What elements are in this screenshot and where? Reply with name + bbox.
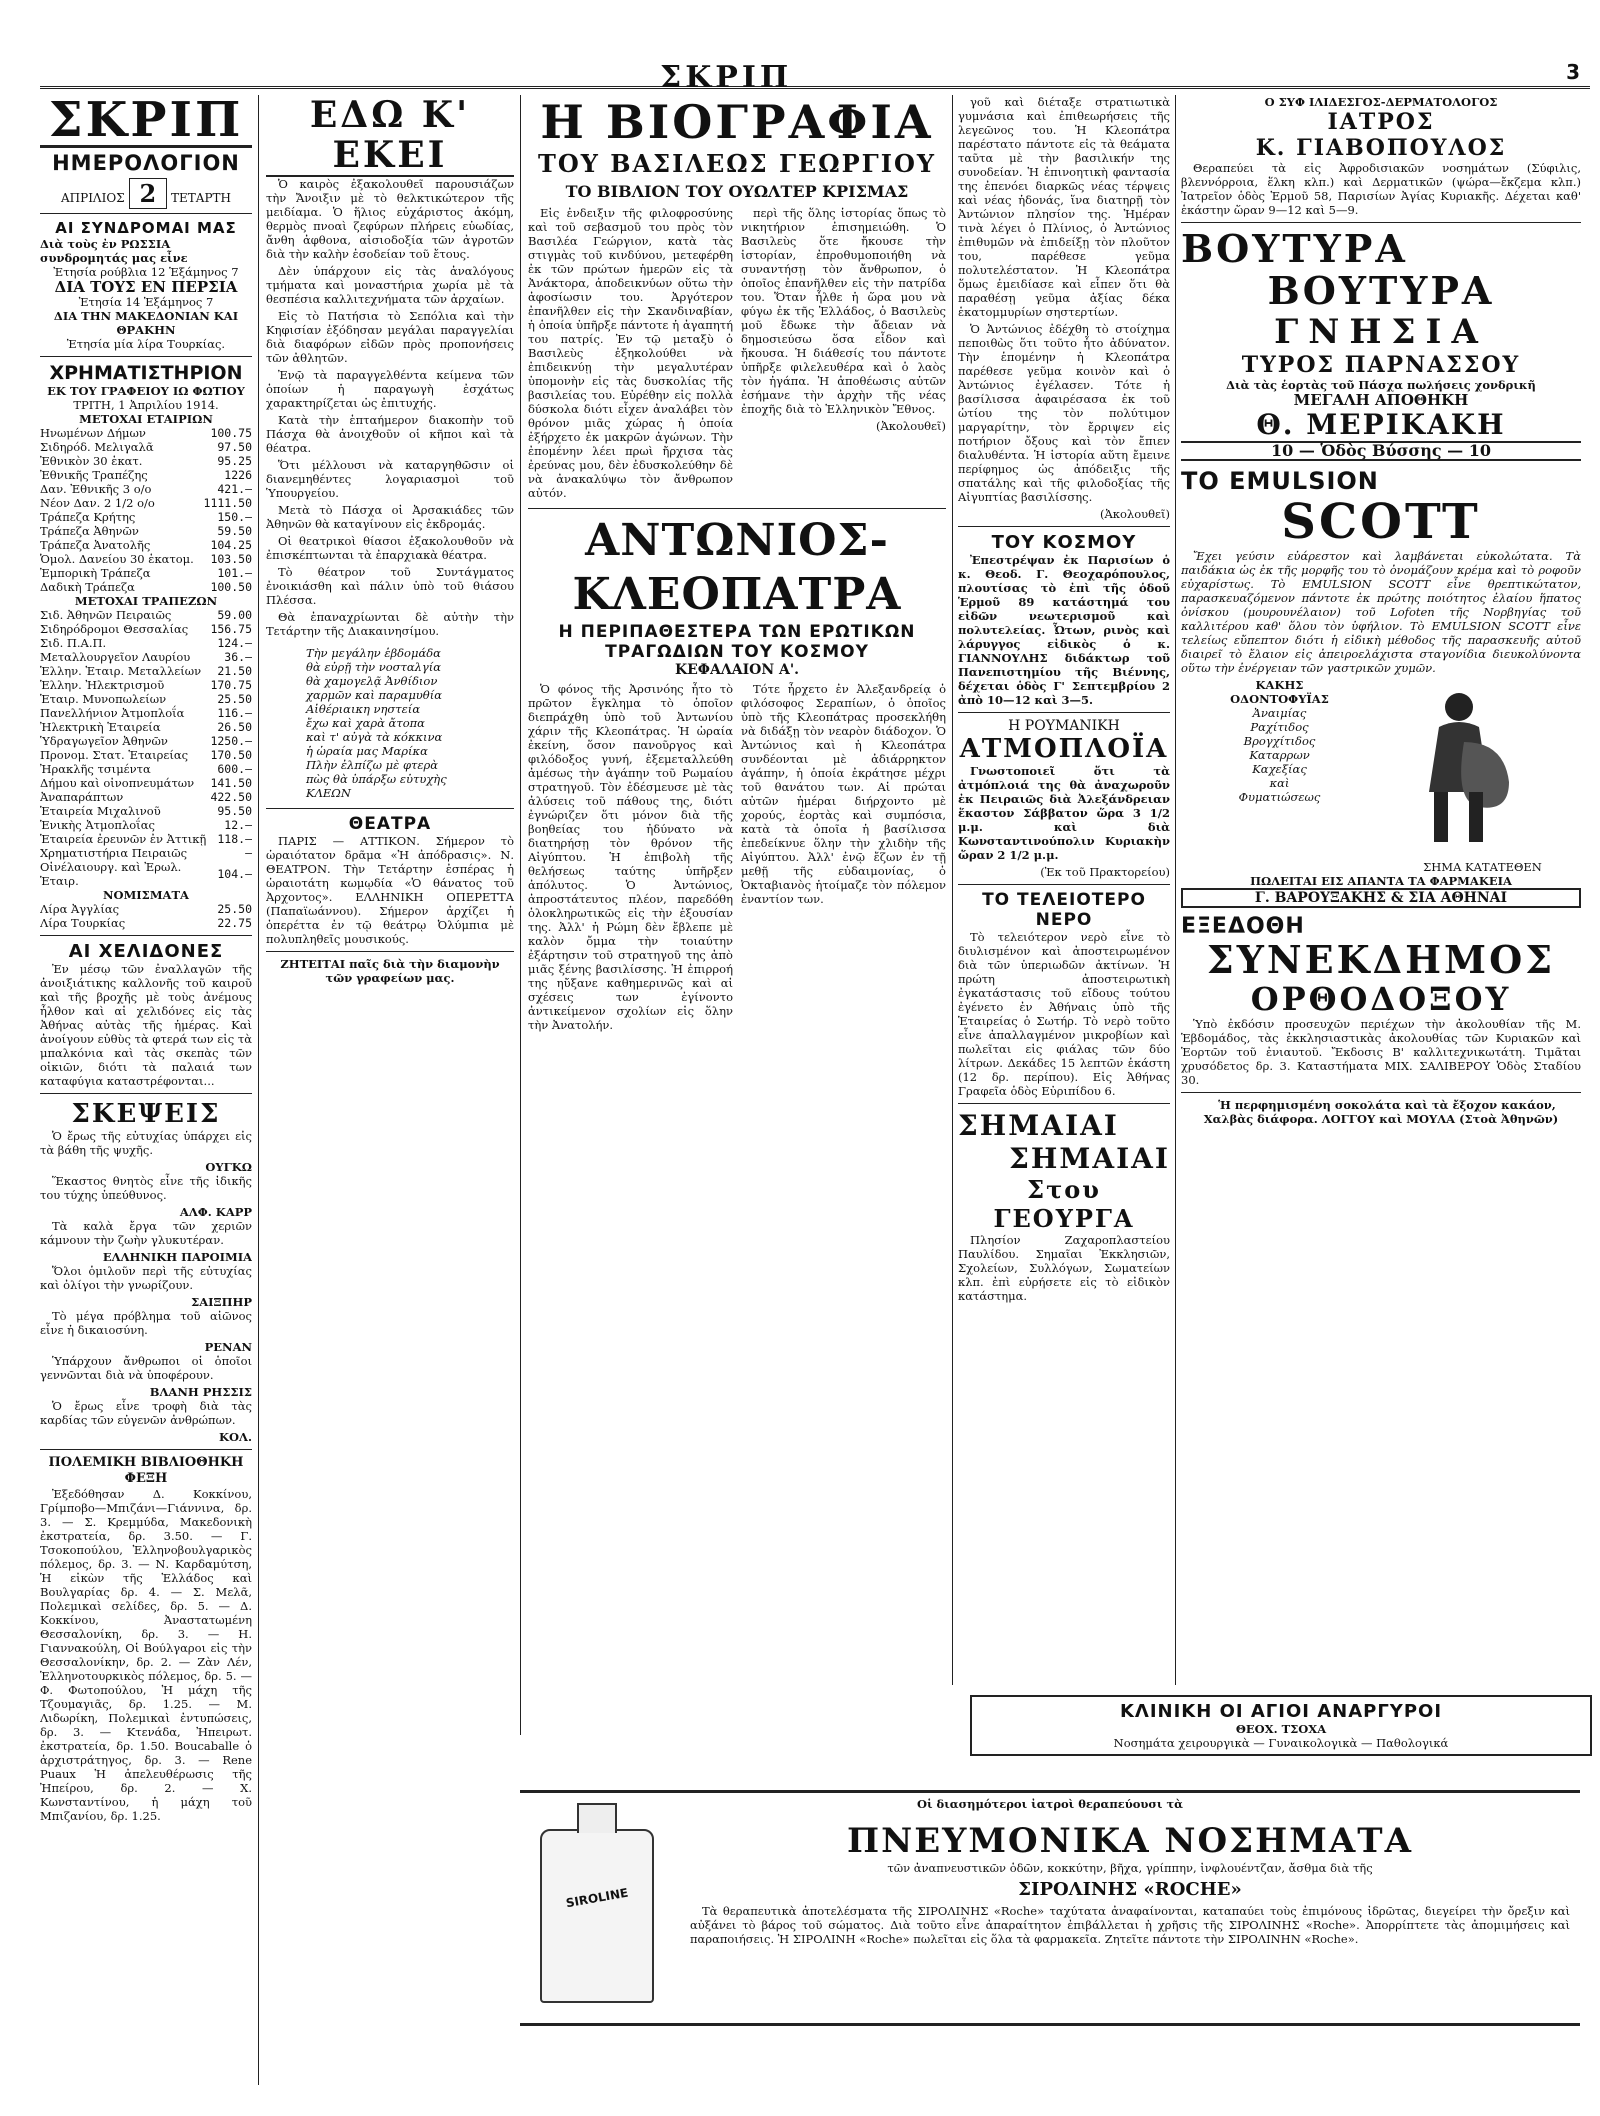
table-row — [40, 552, 252, 566]
stock-name: Τράπεζα Ἀνατολῆς — [40, 538, 151, 552]
stock-price: 170.75 — [210, 678, 252, 692]
antony-sub: Η ΠΕΡΙΠΑΘΕΣΤΕΡΑ ΤΩΝ ΕΡΩΤΙΚΩΝ — [558, 622, 916, 642]
stock-name: Τράπεζα Ἀθηνῶν — [40, 524, 139, 538]
stock-name: Σιδηρόδ. Μελιγαλᾶ — [40, 440, 154, 454]
poem-line: Τὴν μεγάλην ἑβδομάδα — [306, 646, 441, 660]
stock-name: Σιδ. Ἀθηνῶν Πειραιῶς — [40, 608, 172, 622]
subs-line: Ἐτησία 14 Ἑξάμηνος 7 — [78, 295, 214, 309]
clinic-ad — [970, 1695, 1592, 1756]
butter-sub: ΤΥΡΟΣ ΠΑΡΝΑΣΣΟΥ — [1241, 352, 1521, 378]
poem-line: ἔχω καὶ χαρὰ ἄτοπα — [306, 716, 425, 730]
stock-name: Ἐμπορικὴ Τράπεζα — [40, 566, 151, 580]
library-text: Ἐξεδόθησαν Δ. Κοκκίνου, Γρίμποβο—Μπιζάνι—Γιάννινα, δρ. 3. — Σ. Κρεμμύδα, Μακεδονικὴ ἐκστρατεία, δρ. 3.50. — Γ. Τσοκοπούλου, Ἑλληνοβουλγαρικὸς πόλεμος, δρ. 3. — Ν. Καρδαμύτση, Ἡ εἰκὼν τῆς Ἑλλάδος καὶ Βουλγαρίας δρ. 4. — Σ. Μελᾶ, Πολεμικαὶ σελίδες, δρ. 5. — Δ. Κοκκίνου, Ἀναστατωμένη Θεσσαλονίκη, δρ. 3. — Η. Γιαννακούλη, Οἱ Βούλγαροι εἰς τὴν Θεσσαλονίκην, δρ. 2. — Ζὰν Λέν, Ἑλληνοτουρκικὸς πόλεμος, δρ. 5. — Φ. Φωτοπούλου, Ἡ μάχη τῆς Τζουμαγιᾶς, δρ. 1.25. — Μ. Λιδωρίκη, Πολεμικαὶ ἐντυπώσεις, δρ. 3. — Κτενάδα, Ἠπειρωτ. ἐκστρατεία, δρ. 1.50. Boucaballe ὁ ἀρχιστράτηγος, δρ. 3. — Rene Puaux Ἡ ἀπελευθέρωσις τῆς Ἠπείρου, δρ. 2. — Χ. Κωνσταντίνου, ἡ μάχη τοῦ Μπιζανίου, δρ. 1.25. — [40, 1487, 252, 1823]
world-text: Ἐπεστρέψαν ἐκ Παρισίων ὁ κ. Θεοδ. Γ. Θεοχαρόπουλος, πλουτίσας τὸ ἐπὶ τῆς ὁδοῦ Ἑρμοῦ 89 κατάστημά του εἰδῶν νεωτερισμοῦ καὶ πολυτελείας. Ὦτων, ρινὸς καὶ λάρυγγος εἰδικὸς ὁ κ. ΓΙΑΝΝΟΥΛΗΣ διδάκτωρ τοῦ Πανεπιστημίου τῆς Βιέννης, δέχεται ὁδὸς Γ' Σεπτεμβρίου 2 ἀπὸ 10—12 καὶ 3—5. — [958, 553, 1170, 707]
table-row — [40, 510, 252, 524]
thought-text: Ὑπάρχουν ἄνθρωποι οἱ ὁποῖοι γεννῶνται διὰ νὰ ὑποφέρουν. — [40, 1354, 252, 1382]
romanian-agent: (Ἐκ τοῦ Πρακτορείου) — [1040, 865, 1170, 879]
romanian-title: ΑΤΜΟΠΛΟΪΑ — [959, 734, 1169, 764]
table-row — [40, 650, 252, 664]
stock-price: 12.— — [224, 818, 252, 832]
exchange-table — [40, 426, 252, 594]
subs-line: ΔΙΑ ΤΟΥΣ ΕΝ ΠΕΡΣΙΑ — [54, 278, 238, 296]
butter-store: ΜΕΓΑΛΗ ΑΠΟΘΗΚΗ — [1293, 391, 1469, 409]
table-row — [40, 426, 252, 440]
emulsion-brand: SCOTT — [1281, 494, 1481, 550]
stock-price: 421.— — [217, 482, 252, 496]
stock-price: 97.50 — [217, 440, 252, 454]
exchange-table — [40, 608, 252, 888]
stock-name: Χρηματιστήρια Πειραιῶς — [40, 846, 188, 860]
library-heading: ΠΟΛΕΜΙΚΗ ΒΙΒΛΙΟΘΗΚΗ ΦΕΞΗ — [48, 1455, 244, 1486]
stock-price: 104.25 — [210, 538, 252, 552]
thought-author: ΑΛΦ. ΚΑΡΡ — [179, 1205, 252, 1219]
siroline-sub: τῶν ἀναπνευστικῶν ὁδῶν, κοκκύτην, βῆχα, γρίππην, ἰνφλουέντζαν, ἄσθμα διὰ τῆς — [887, 1861, 1373, 1875]
exchange-section: ΝΟΜΙΣΜΑΤΑ — [103, 888, 189, 902]
emulsion-mark: ΣΗΜΑ ΚΑΤΑΤΕΘΕΝ — [1423, 860, 1542, 874]
stock-name: Ἐθνικὸν 30 ἑκατ. — [40, 454, 143, 468]
emulsion-heading: ΤΟ EMULSION — [1181, 467, 1379, 495]
poem-line: Πλὴν ἐλπίζω μὲ φτερὰ — [306, 758, 439, 772]
swallows-text: Ἐν μέσῳ τῶν ἐναλλαγῶν τῆς ἀνοιξιάτικης καλλονῆς τοῦ καιροῦ καὶ τῆς βροχῆς μὲ τοὺς ἀνέμους ἦλθον καὶ αἱ χελιδόνες εἰς τὰς Ἀθήνας αὐτὰς τῆς ἡμέρας. Καὶ ἀνοίγουν εὐθὺς τὰ φτερά των εἰς τὰ μπαλκόνια καὶ τὰς σκεπὰς τῶν οἰκιῶν, διότι τὰ παλαιά των καταφύγια καταστρέφονται... — [40, 962, 252, 1088]
water-heading: ΤΟ ΤΕΛΕΙΟΤΕΡΟ ΝΕΡΟ — [982, 890, 1146, 930]
flags-text: Πλησίον Ζαχαροπλαστείου Παυλίδου. Σημαῖαι Ἐκκλησιῶν, Σχολείων, Συλλόγων, Σωματείων κλπ. ἐπὶ εὐρήσετε εἰς τὸ εἰδικὸν κατάστημα. — [958, 1233, 1170, 1303]
bottle-label: SIROLINE — [564, 1885, 630, 1911]
doctor-name: Κ. ΓΙΑΒΟΠΟΥΛΟΣ — [1255, 135, 1507, 161]
thought-author: ΚΟΛ. — [219, 1430, 252, 1444]
masthead: ΣΚΡΙΠ — [40, 95, 252, 148]
date-line — [40, 179, 252, 208]
stock-price: 170.50 — [210, 748, 252, 762]
biography-body — [528, 206, 946, 503]
news-item: Μετὰ τὸ Πάσχα οἱ Ἀρσακιάδες τῶν Ἀθηνῶν θὰ καταγίνουν εἰς ἐκδρομάς. — [266, 503, 514, 531]
stock-name: Σιδηρόδρομοι Θεσσαλίας — [40, 622, 189, 636]
emulsion-text: Ἔχει γεύσιν εὐάρεστον καὶ λαμβάνεται εὐκολώτατα. Τὰ παιδάκια ὡς ἐκ τῆς μορφῆς του τὸ ὀνομάζουν κρέμα καὶ τὸ ροφοῦν εὐχαρίστως. Τὸ EMULSION SCOTT εἶνε θρεπτικώτατον, παρασκευαζόμενον πάντοτε ἐκ πρώτης ποιότητος ἐλαίου ἥπατος ὀνίσκου (μουρουνέλαιον) τοῦ Lofoten τῆς Νορβηγίας τοῦ καλλιτέρου καθ' ὅλου τὸν ὑφήλιον. Τὸ EMULSION SCOTT εἶνε τελείως εὔπεπτον διότι ἡ εἰδικὴ μέθοδος τῆς παρασκευῆς αὐτοῦ διαιρεῖ τὸ ἔλαιον εἰς ἀπειροελάχιστα σταγονίδια διευκολύνοντα οὕτω τὴν ἐνέργειαν τῶν γαστρικῶν χυμῶν. — [1181, 549, 1581, 675]
biography-subsubheading: ΤΟ ΒΙΒΛΙΟΝ ΤΟΥ ΟΥΩΛΤΕΡ ΚΡΙΣΜΑΣ — [565, 182, 909, 201]
thought-text: Ὁ ἔρως εἶνε τροφὴ διὰ τὰς καρδίας τῶν εὐγενῶν ἀνθρώπων. — [40, 1399, 252, 1427]
exchange-heading: ΧΡΗΜΑΤΙΣΤΗΡΙΟΝ — [49, 362, 243, 384]
stock-price: 59.50 — [217, 524, 252, 538]
news-item: Ὁ καιρὸς ἐξακολουθεῖ παρουσιάζων τὴν Ἄνοιξιν μὲ τὸ θελκτικώτερον τῆς μειδίαμα. Ὁ ἥλιος εὐχάριστος ἀκόμη, θερμὸς πνοαὶ ζεφύρων πλήρεις εὐωδίας, ἄνθη ἀφθονα, αἰσιοδοξία τῶν ἀγροτῶν διὰ τὴν καλὴν ἐσοδείαν τοῦ ἔτους. — [266, 177, 514, 261]
siroline-bottle — [540, 1823, 654, 2009]
thoughts-heading: ΣΚΕΨΕΙΣ — [71, 1099, 221, 1129]
emulsion-list-item: Βρογχίτιδος — [1243, 734, 1316, 748]
emulsion-list-block — [1181, 678, 1581, 874]
news-items — [266, 177, 514, 638]
antony-chapter: ΚΕΦΑΛΑΙΟΝ Α'. — [674, 662, 800, 678]
stock-price: 124.— — [217, 636, 252, 650]
table-row — [40, 902, 252, 916]
poem-line: πὼς θὰ ὑπάρξω εὐτυχὴς — [306, 772, 447, 786]
stock-price: 21.50 — [217, 664, 252, 678]
stock-name: Ἀναπαράπτων — [40, 790, 124, 804]
table-row — [40, 916, 252, 930]
table-row — [40, 538, 252, 552]
stock-name: Ἑλλην. Ἠλεκτρισμοῦ — [40, 678, 165, 692]
stock-price: 422.50 — [210, 790, 252, 804]
synekdimos-text: Ὑπὸ ἐκδόσιν προσευχῶν περιέχων τὴν ἀκολουθίαν τῆς Μ. Ἑβδομάδος, τὰς ἐκκλησιαστικὰς ἀκολουθίας τῶν Κυριακῶν καὶ Ἑορτῶν τοῦ ἐνιαυτοῦ. Ἔκδοσις Β' καλλιτεχνικωτάτη. Τιμᾶται χρυσόδετος δρ. 3. Καταστήματα ΜΙΧ. ΣΑΛΙΒΕΡΟΥ Ὁδὸς Σταδίου 30. — [1181, 1017, 1581, 1087]
exchange-subtitle: ΕΚ ΤΟΥ ΓΡΑΦΕΙΟΥ ΙΩ ΦΩΤΙΟΥ — [47, 384, 245, 398]
water-text: Τὸ τελειότερον νερὸ εἶνε τὸ διυλισμένον καὶ ἀποστειρωμένον διὰ τῶν ὑπεριωδῶν ἀκτίνων. Ἡ πρώτη ἀποστειρωτικὴ ἐγκατάστασις τοῦ εἴδους τούτου ἐγένετο ἐν Ἀθήναις ὑπὸ τῆς Ἑταιρείας ὁ Σωτήρ. Τὸ νερὸ τοῦτο εἶνε ἀπαλλαγμένον μικροβίων καὶ πωλεῖται εἰς φιάλας τῶν δύο λίτρων. Δεκάδες 15 λεπτῶν ἑκάστη (12 δρ. περίπου). Εἰς Ἀθήνας Γραφεῖα ὁδὸς Εὐριπίδου 6. — [958, 930, 1170, 1098]
stock-name: Ἐθνικῆς Τραπέζης — [40, 468, 148, 482]
news-item: Ὅτι μέλλουσι νὰ καταργηθῶσιν οἱ διανεμηθέντες λογαριασμοὶ τοῦ Ὑπουργείου. — [266, 458, 514, 500]
thought-author: ΡΕΝΑΝ — [204, 1340, 252, 1354]
poem-line: χαρμῶν καὶ παραμυθία — [306, 688, 442, 702]
thought-author: ΒΛΑΝΗ ΡΗΣΣΙΣ — [149, 1385, 252, 1399]
butter-address: 10 — Ὁδὸς Βύσσης — 10 — [1181, 441, 1581, 461]
biography-subheading: ΤΟΥ ΒΑΣΙΛΕΩΣ ΓΕΩΡΓΙΟΥ — [537, 149, 936, 178]
stock-name: Ἑταιρεία ἐρευνῶν ἐν Ἀττικῇ — [40, 832, 207, 846]
table-row — [40, 440, 252, 454]
stock-price: 141.50 — [210, 776, 252, 790]
stock-price: 25.50 — [217, 692, 252, 706]
continued-note: (Ἀκολουθεῖ) — [1100, 507, 1170, 521]
stock-name: Δαδικὴ Τράπεζα — [40, 580, 135, 594]
stock-price: 104.— — [217, 867, 252, 881]
table-row — [40, 454, 252, 468]
column-rule — [952, 95, 953, 1685]
antony-text-right: Τότε ἦρχετο ἐν Ἀλεξανδρείᾳ ὁ φιλόσοφος Σεραπίων, ὁ ὁποῖος ὑπὸ τῆς Κλεοπάτρας προσεκλήθη νὰ διδάξῃ τὸν νεαρὸν διάδοχον. Ὁ Ἀντώνιος καὶ ἡ Κλεοπάτρα συνδέονται μὲ ἀδιάρρηκτον ἀγάπην, ἡ ὁποία ἐκράτησε μέχρι τοῦ θανάτου των. Αἱ πρώται αὐτῶν ἡμέραι διήρχοντο μὲ χορούς, ἑορτὰς καὶ συμπόσια, κατὰ τὰ ὁποῖα ἡ βασίλισσα ἐπεδείκνυε ὅλην τὴν χλιδὴν τῆς Αἰγύπτου. Ἀλλ' ἐνῷ ἔζων ἐν τῇ μεθῇ τῆς εὐδαιμονίας, ὁ Ὀκταβιανὸς ἡτοίμαζε τὸν πόλεμον ἐναντίον των. — [741, 682, 946, 906]
stock-name: Ηνωμένων Δήμων — [40, 426, 146, 440]
antony-text-left: Ὁ φόνος τῆς Ἀρσινόης ἦτο τὸ πρῶτον ἔγκλημα τὸ ὁποῖον διεπράχθη ὑπὸ τοῦ Ἀντωνίου χάριν τῆς Κλεοπάτρας. Ἡ ὡραία ἐκείνη, ὅσον πανοῦργος καὶ φιλόδοξος γυνή, ἐξεμεταλλεύθη ἀμέσως τὴν ἀγάπην τοῦ Ρωμαίου στρατηγοῦ. Τὸν ἐδέσμευσε μὲ τὰς ἀλύσεις τοῦ πάθους της, διότι ἐγνώριζεν ὅτι μόνον διὰ τῆς βοηθείας του ἠδύνατο νὰ διατηρήσῃ τὸν θρόνον τῆς Αἰγύπτου. Ἡ ἐπιβολὴ τῆς θελήσεως ταύτης ὑπῆρξεν ἀπόλυτος. Ὁ Ἀντώνιος, ἀπροστάτευτος πλέον, παρεδόθη ὁλοκληρωτικῶς εἰς τὴν ἐξουσίαν της. Ἀλλ' ἡ Ρώμη δὲν ἔβλεπε μὲ καλὸν ὄμμα τὴν τοιαύτην ἐξάρτησιν τοῦ στρατηγοῦ της ἀπὸ μιᾶς ξένης βασιλίσσης. Ἡ ἐπιρροή της ηὔξανε καθημερινῶς καὶ αἱ σχέσεις των ἐγίνοντο ἀντικείμενον σχολίων εἰς ὅλην τὴν Ἀνατολήν. — [528, 682, 733, 1032]
clinic-title: ΚΛΙΝΙΚΗ ΟΙ ΑΓΙΟΙ ΑΝΑΡΓΥΡΟΙ — [1119, 1701, 1443, 1722]
theatre-heading: ΘΕΑΤΡΑ — [348, 814, 432, 834]
stock-name: Ἑλλην. Ἑταιρ. Μεταλλείων — [40, 664, 202, 678]
stock-price: 103.50 — [210, 552, 252, 566]
table-row — [40, 622, 252, 636]
stock-price: — — [245, 846, 252, 860]
emulsion-agent: Γ. ΒΑΡΟΥΞΑΚΗΣ & ΣΙΑ ΑΘΗΝΑΙ — [1181, 888, 1581, 908]
emulsion-list-item: καὶ — [1269, 776, 1290, 790]
column-1 — [40, 95, 252, 2095]
table-row — [40, 832, 252, 846]
antony-heading: ΑΝΤΩΝΙΟΣ-ΚΛΕΟΠΑΤΡΑ — [572, 515, 902, 620]
news-item: Δὲν ὑπάρχουν εἰς τὰς ἀναλόγους τμήματα καὶ μοναστήρια χωρία μὲ τὰ θεσπέσια καλλιτεχνήματα τῶν ἀρχαίων. — [266, 264, 514, 306]
emulsion-list — [1181, 678, 1378, 874]
stock-price: 156.75 — [210, 622, 252, 636]
stock-name: Ὁμολ. Δανείου 30 ἑκατομ. — [40, 552, 194, 566]
stock-name: Ἠλεκτρικὴ Ἑταιρεία — [40, 720, 161, 734]
poem — [266, 646, 514, 800]
stock-price: 600.— — [217, 762, 252, 776]
siroline-content — [690, 1821, 1570, 1949]
chocolate-text: Ἡ περφημισμένη σοκολάτα καὶ τὰ ἔξοχον κακάον, Χαλβὰς διάφορα. ΛΟΓΓΟΥ καὶ ΜΟΥΛΑ (Στοὰ Ἀθηνῶν) — [1203, 1098, 1559, 1126]
table-row — [40, 818, 252, 832]
doctor-line: Ο ΣΥΦ ΙΛΙΔΕΣΓΟΣ-ΔΕΡΜΑΤΟΛΟΓΟΣ — [1264, 95, 1498, 109]
stock-name: Νέον Δαν. 2 1/2 ο/ο — [40, 496, 155, 510]
stock-price: 116.— — [217, 706, 252, 720]
synekdimos-title: ΣΥΝΕΚΔΗΜΟΣ — [1206, 937, 1556, 982]
stock-name: Ἑταιρεία Μιχαλινοῦ — [40, 804, 161, 818]
news-item: Εἰς τὸ Πατήσια τὸ Σεπόλια καὶ τὴν Κηφισίαν ἐξόδησαν μεγάλαι παραγγελίαι διὰ διαφόρων εἰδῶν πρὸς προπονήσεις τῶν ἀθλητῶν. — [266, 309, 514, 365]
table-row — [40, 846, 252, 860]
table-row — [40, 706, 252, 720]
biography-text-left: Εἰς ἐνδειξιν τῆς φιλοφροσύνης καὶ τοῦ σεβασμοῦ του πρὸς τὸν Βασιλέα Γεώργιον, κατὰ τὰς στιγμὰς τοῦ κινδύνου, μετεφέρθη ἐκ τῶν πρώτων ἡμερῶν εἰς τὰ Ἀνάκτορα, ἀποδεικνύων οὕτω τὴν ἀφοσίωσιν του. Ἀργότερον ἐπανῆλθεν εἰς τὴν Σκανδιναβίαν, ἡ ὁποία ὑπῆρξε πάντοτε ἡ ἀγαπητή του πατρίς. Ἐν τῷ μεταξὺ ὁ Βασιλεὺς ἐξηκολούθει νὰ ἐπιδεικνύῃ τὴν μεγαλυτέραν ὑπομονὴν εἰς τὰς δυσκολίας τῆς βασιλείας του. Εὐρέθην εἰς πολλὰ δύσκολα διότι εἶχεν ἀναλάβει τὸν θρόνον μιᾶς χώρας ἡ ὁποία ἐξήρχετο ἐκ μακρῶν ἀγώνων. Τὴν ἐπομένην λέει πρωὶ ἤρχισα τὰς ἐρεύνας μου, δὲν ἐδυσκολεύθην δὲ νὰ ἀνακαλύψω τὸν ἄνθρωπον αὐτόν. — [528, 206, 733, 500]
emulsion-list-item: Ραχίτιδος — [1250, 720, 1309, 734]
column-heading: ΕΔΩ Κ' ΕΚΕΙ — [266, 95, 514, 177]
subscriptions-heading: ΑΙ ΣΥΝΔΡΟΜΑΙ ΜΑΣ — [55, 219, 237, 237]
siroline-ad — [520, 1790, 1580, 2026]
stock-name: Προνομ. Στατ. Ἑταιρείας — [40, 748, 189, 762]
column-5 — [1181, 95, 1581, 1685]
table-row — [40, 608, 252, 622]
emulsion-sold: ΠΩΛΕΙΤΑΙ ΕΙΣ ΑΠΑΝΤΑ ΤΑ ΦΑΡΜΑΚΕΙΑ — [1250, 874, 1512, 888]
flags-title: ΣΗΜΑΙΑΙ — [1009, 1142, 1170, 1175]
news-item: Θὰ ἐπαναχρίωνται δὲ αὐτὴν τὴν Τετάρτην τῆς Διακαινησίμου. — [266, 610, 514, 638]
published-heading: ΕΞΕΔΟΘΗ — [1181, 914, 1305, 939]
page-number: 3 — [1566, 60, 1580, 84]
thought-author: ΣΑΙΞΠΗΡ — [191, 1295, 252, 1309]
stock-name: Λίρα Ἀγγλίας — [40, 902, 120, 916]
emulsion-list-item: Καχεξίας — [1252, 762, 1307, 776]
subs-line: Ἐτησία ρούβλια 12 Ἑξάμηνος 7 — [53, 265, 239, 279]
table-row — [40, 762, 252, 776]
table-row — [40, 804, 252, 818]
flags-title: ΣΗΜΑΙΑΙ — [958, 1109, 1119, 1142]
romanian-heading: Η ΡΟΥΜΑΝΙΚΗ — [1008, 718, 1120, 734]
continued-note: (Ἀκολουθεῖ) — [876, 419, 946, 433]
biography-text-right: περὶ τῆς ὅλης ἱστορίας ὅπως τὸ νικητήριον ἐπισημειώθη. Ὁ Βασιλεὺς ὅτε ἤκουσε τὴν ἱστορίαν, ἐπροθυμοποιήθη νὰ συναντήσῃ τὸν ἄνθρωπον, ὁ ὁποῖος ἐπανῆλθεν εἰς τὴν πατρίδα του. Ὅταν ἦλθε ἡ ὥρα μου νὰ φύγω ἐκ τῆς Ἑλλάδος, ὁ Βασιλεὺς μοῦ ἔδωκε τὴν ἄδειαν νὰ δημοσιεύσω ὅσα εἶδον καὶ ἤκουσα. Ἡ διάθεσίς του πάντοτε ὑπῆρξε φιλελευθέρα καὶ ὁ λαὸς τὸν ἠγάπα. Ἡ ἀποθέωσις αὐτῶν ἐσήμανε τὴν ἀρχὴν τῆς νέας ἐποχῆς διὰ τὸ Ἑλληνικὸν Ἔθνος. — [741, 206, 946, 416]
weekday: ΤΕΤΑΡΤΗ — [171, 191, 232, 205]
thought-author: ΟΥΓΚΩ — [205, 1160, 252, 1174]
wanted-notice: ΖΗΤΕΙΤΑΙ παῖς διὰ τὴν διαμονὴν τῶν γραφείων μας. — [280, 957, 500, 985]
stock-price: 100.50 — [210, 580, 252, 594]
table-row — [40, 468, 252, 482]
thought-text: Τὰ καλὰ ἔργα τῶν χεριῶν κάμνουν τὴν ζωὴν γλυκυτέραν. — [40, 1219, 252, 1247]
table-row — [40, 692, 252, 706]
thought-text: Ἕκαστος θνητὸς εἶνε τῆς ἰδικῆς του τύχης ὑπεύθυνος. — [40, 1174, 252, 1202]
table-row — [40, 566, 252, 580]
stock-price: 1111.50 — [203, 496, 252, 510]
almanac-title: ΗΜΕΡΟΛΟΓΙΟΝ — [52, 151, 240, 175]
orthodoxou-title: ΟΡΘΟΔΟΞΟΥ — [1250, 980, 1512, 1018]
table-row — [40, 720, 252, 734]
emulsion-list-item: Φυματιώσεως — [1238, 790, 1321, 804]
flags-title: Στου ΓΕΟΥΡΓΑ — [993, 1175, 1135, 1233]
column-rule — [520, 95, 521, 1735]
table-row — [40, 860, 252, 888]
table-row — [40, 734, 252, 748]
news-item: Τὸ θέατρον τοῦ Συντάγματος ἐνοικιάσθη καὶ πάλιν ὑπὸ τοῦ θιάσου Πλέσσα. — [266, 565, 514, 607]
stock-price: 1250.— — [210, 734, 252, 748]
column-rule — [1175, 95, 1176, 1685]
stock-name: Τράπεζα Κρήτης — [40, 510, 136, 524]
stock-name: Λίρα Τουρκίας — [40, 916, 126, 930]
clinic-text: Νοσημάτα χειρουργικὰ — Γυναικολογικὰ — Παθολογικά — [1113, 1736, 1449, 1750]
biography-heading: Η ΒΙΟΓΡΑΦΙΑ — [540, 95, 934, 149]
bottle-image — [540, 1829, 654, 2003]
poem-line: ἡ ὡραία μας Μαρίκα — [306, 744, 428, 758]
stock-price: 95.50 — [217, 804, 252, 818]
month: ΑΠΡΙΛΙΟΣ — [60, 191, 125, 205]
news-item: Οἱ θεατρικοὶ θίασοι ἐξακολουθοῦν νὰ ἐπισκέπτωνται τὰ ἐπαρχιακὰ θέατρα. — [266, 534, 514, 562]
table-row — [40, 496, 252, 510]
siroline-product: ΣΙΡΟΛΙΝΗΣ «ROCHE» — [1018, 1879, 1242, 1900]
stock-price: 100.75 — [210, 426, 252, 440]
column-3 — [528, 95, 946, 1735]
stock-name: Μεταλλουργεῖον Λαυρίου — [40, 650, 191, 664]
thought-text: Τὸ μέγα πρόβλημα τοῦ αἰῶνος εἶνε ἡ δικαιοσύνη. — [40, 1309, 252, 1337]
poem-line: θὰ χαμογελᾷ Ἀνθίδιον — [306, 674, 438, 688]
table-row — [40, 776, 252, 790]
stock-name: Ἑταιρ. Μυνοπωλείων — [40, 692, 167, 706]
table-row — [40, 580, 252, 594]
emulsion-list-item: Ἀναιμίας — [1252, 706, 1307, 720]
table-row — [40, 524, 252, 538]
stock-name: Οἰνέλαιουργ. καὶ Ἐρωλ. Ἑταιρ. — [40, 860, 182, 888]
poem-line: ΚΛΕΩΝ — [306, 786, 351, 800]
table-row — [40, 636, 252, 650]
antony-body — [528, 682, 946, 1035]
table-row — [40, 790, 252, 804]
news-item: Ἐνῷ τὰ παραγγελθέντα κείμενα τῶν ὁποίων ἡ παραγωγὴ ἐσχάτως χαρακτηρίζεται ὡς ἐπιτυχής. — [266, 368, 514, 410]
header-title: ΣΚΡΙΠ — [660, 60, 793, 95]
stock-price: 26.50 — [217, 720, 252, 734]
page-header — [40, 60, 1590, 95]
exchange-table — [40, 902, 252, 930]
antony-sub: ΤΡΑΓΩΔΙΩΝ ΤΟΥ ΚΟΣΜΟΥ — [605, 642, 869, 662]
poem-line: καὶ τ' αὐγὰ τὰ κόκκινα — [306, 730, 443, 744]
butter-title: ΒΟΥΤΥΡΑ — [1181, 226, 1408, 271]
butter-text: Διὰ τὰς ἑορτὰς τοῦ Πάσχα πωλήσεις χονδρικῆ — [1226, 378, 1536, 392]
doctor-title: ΙΑΤΡΟΣ — [1327, 109, 1435, 135]
theatre-text: ΠΑΡΙΣ — ΑΤΤΙΚΟΝ. Σήμερον τὸ ὡραιότατον δρᾶμα «Ἡ ἀπόδρασις». Ν. ΘΕΑΤΡΟΝ. Τὴν Τετάρτην ἐσπέρας ἡ ὡραιοτάτη κωμῳδία «Ὁ θάνατος τοῦ Ἀρχοντος». ΕΛΛΗΝΙΚΗ ΟΠΕΡΕΤΤΑ (Παπαϊωάννου). Σήμερον ἀρχίζει ἡ ὀπερέττα ἐν τῷ θεάτρῳ Ὀλύμπια μὲ πολυπληθεῖς μουσικούς. — [266, 834, 514, 946]
thought-text: Ὅλοι ὁμιλοῦν περὶ τῆς εὐτυχίας καὶ ὀλίγοι τὴν γνωρίζουν. — [40, 1264, 252, 1292]
column-2 — [266, 95, 514, 2095]
stock-price: 22.75 — [217, 916, 252, 930]
table-row — [40, 748, 252, 762]
exchange-section: ΜΕΤΟΧΑΙ ΕΤΑΙΡΙΩΝ — [79, 412, 213, 426]
doctor-text: Θεραπεύει τὰ εἰς Ἀφροδισιακῶν νοσημάτων (Σύφιλις, βλεννόρροια, ἕλκη κλπ.) καὶ Δερματικῶν (ψώρα—ἔκζεμα κλπ.) Ἰατρεῖον ὁδὸς Ἑρμοῦ 58, Παρισίων Ἀγίας Κυριακῆς. Δέχεται καθ' ἑκάστην ὥραν 9—12 καὶ 5—9. — [1181, 161, 1581, 217]
stock-price: 25.50 — [217, 902, 252, 916]
stock-price: 1226 — [224, 468, 252, 482]
stock-price: 150.— — [217, 510, 252, 524]
stock-price: 95.25 — [217, 454, 252, 468]
column-4 — [958, 95, 1170, 1685]
thought-text: Ὁ ἔρως τῆς εὐτυχίας ὑπάρχει εἰς τὰ βάθη τῆς ψυχῆς. — [40, 1129, 252, 1157]
stock-price: 36.— — [224, 650, 252, 664]
exchange-section: ΜΕΤΟΧΑΙ ΤΡΑΠΕΖΩΝ — [74, 594, 218, 608]
siroline-text: Τὰ θεραπευτικὰ ἀποτελέσματα τῆς ΣΙΡΟΛΙΝΗΣ «Roche» ταχύτατα ἀναφαίνονται, καταπαύει τοὺς ἐπιμόνους ἱδρῶτας, διεγείρει τὴν ὄρεξιν καὶ αὐξάνει τὸ βάρος τοῦ σώματος. Διὰ τοῦτο εἶνε ἀπαραίτητον ἐπιβάλλεται ἡ χρῆσις τῆς ΣΙΡΟΛΙΝΗΣ «Roche». Ἀπορρίπτετε τὰς ἀπομιμήσεις καὶ παραποιήσεις. Ἡ ΣΙΡΟΛΙΝΗ «Roche» πωλεῖται εἰς ὅλα τὰ φαρμακεῖα. Ζητεῖτε πάντοτε τὴν ΣΙΡΟΛΙΝΗΝ «Roche». — [690, 1904, 1570, 1946]
world-heading: ΤΟΥ ΚΟΣΜΟΥ — [991, 532, 1137, 553]
subs-line: Διὰ τοὺς ἐν ΡΩΣΣΙΑ συνδρομητάς μας εἶνε — [40, 237, 188, 265]
table-row — [40, 482, 252, 496]
siroline-heading: ΠΝΕΥΜΟΝΙΚΑ ΝΟΣΗΜΑΤΑ — [847, 1821, 1413, 1861]
day-number: 2 — [129, 178, 168, 209]
subs-line: ΔΙΑ ΤΗΝ ΜΑΚΕΔΟΝΙΑΝ ΚΑΙ ΘΡΑΚΗΝ — [53, 309, 239, 337]
continued-text: γοῦ καὶ διέταξε στρατιωτικὰ γυμνάσια καὶ ἐπιθεωρήσεις τῆς λεγεῶνος του. Ἡ Κλεοπάτρα παρέστατο πάντοτε εἰς τὰ θεάματα ταῦτα μὲ τὴν βασιλικήν της συνοδείαν. Ἡ ἐπινοητικὴ φαντασία της ἐπενόει διαρκῶς νέας τέρψεις καὶ νέας ἡδονάς, ἵνα διατηρῇ τὸν Ἀντώνιον πλησίον της. Ἡμέραν τινὰ λέγει ὁ Πλίνιος, ὁ Ἀντώνιος ἐπιθυμῶν νὰ ἐπιδείξῃ τὸν πλοῦτον του, παρέθεσε γεῦμα πολυτελέστατον. Ἡ Κλεοπάτρα ὅμως ἐμειδίασε καὶ εἶπεν ὅτι θὰ παραθέσῃ γεῦμα ἀξίας δέκα ἑκατομμυρίων σηστερτίων. — [958, 95, 1170, 319]
emulsion-block — [1181, 549, 1581, 678]
butter-owner: Θ. ΜΕΡΙΚΑΚΗ — [1256, 408, 1506, 441]
butter-title: ΒΟΥΤΥΡΑ — [1267, 268, 1495, 313]
news-item: Κατὰ τὴν ἑπταήμερον διακοπὴν τοῦ Πάσχα θὰ ἀνοιχθοῦν οἱ κῆποι καὶ τὰ θέατρα. — [266, 413, 514, 455]
thought-author: ΕΛΛΗΝΙΚΗ ΠΑΡΟΙΜΙΑ — [102, 1250, 252, 1264]
stock-price: 101.— — [217, 566, 252, 580]
siroline-tagline: Οἱ διασημότεροι ἰατροὶ θεραπεύουσι τὰ — [916, 1797, 1184, 1811]
stock-price: 59.00 — [217, 608, 252, 622]
exchange-date: ΤΡΙΤΗ, 1 Ἀπριλίου 1914. — [73, 398, 219, 412]
emulsion-figure — [1384, 678, 1581, 874]
subs-line: Ἐτησία μία λίρα Τουρκίας. — [66, 337, 226, 351]
stock-name: Πανελλήνιον Ἀτμοπλοΐα — [40, 706, 185, 720]
column-rule — [258, 95, 259, 2085]
poem-line: Αἰθέριαικη νηστεία — [306, 702, 421, 716]
table-row — [40, 678, 252, 692]
butter-title: ΓΝΗΣΙΑ — [1274, 312, 1488, 352]
emulsion-list-item: ΟΔΟΝΤΟΦΥΪΑΣ — [1230, 692, 1329, 706]
romanian-text: Γνωστοποιεῖ ὅτι τὰ ἀτμόπλοιά της θὰ ἀναχωροῦν ἐκ Πειραιῶς διὰ Ἀλεξάνδρειαν ἕκαστον Σάββατον ὥρα 3 1/2 μ.μ. καὶ διὰ Κωνσταντινούπολιν Κυριακὴν ὥραν 2 1/2 μ.μ. — [958, 764, 1170, 862]
stock-name: Σιδ. Π.Α.Π. — [40, 636, 107, 650]
stock-name: Ἠρακλῆς τσιμέντα — [40, 762, 151, 776]
stock-name: Ἑνικὴς Ἀτμοπλοΐας — [40, 818, 155, 832]
clinic-sub: ΘΕΟΧ. ΤΣΟΧΑ — [1235, 1722, 1327, 1736]
emulsion-list-item: ΚΑΚΗΣ — [1255, 678, 1304, 692]
continued-text: Ὁ Ἀντώνιος ἐδέχθη τὸ στοίχημα πεποιθὼς ὅτι τοῦτο ἦτο ἀδύνατον. Τὴν ἑπομένην ἡ Κλεοπάτρα παρέθεσε γεῦμα κοινὸν καὶ ὁ Ἀντώνιος ἐγέλασεν. Τότε ἡ βασίλισσα ἀφαιρέσασα ἐκ τοῦ ὠτίου της τὸν πολύτιμον μαργαρίτην, τὸν ἔρριψεν εἰς ποτήριον ὄξους καὶ τὸν ἔπιεν διαλυθέντα. Ἡ ἱστορία αὕτη ἔμεινε περίφημος ὡς ἀπόδειξις τῆς σπατάλης καὶ τῆς φιλοδοξίας τῆς Αἰγυπτίας βασιλίσσης. — [958, 322, 1170, 504]
stock-name: Ὑδραγωγεῖον Ἀθηνῶν — [40, 734, 168, 748]
stock-name: Δαν. Ἐθνικῆς 3 ο/ο — [40, 482, 152, 496]
swallows-heading: ΑΙ ΧΕΛΙΔΟΝΕΣ — [68, 941, 224, 962]
poem-line: θὰ εὐρῇ τὴν νοσταλγία — [306, 660, 442, 674]
emulsion-list-item: Καταρρων — [1249, 748, 1310, 762]
table-row — [40, 664, 252, 678]
stock-name: Δήμου καὶ οἰνοπνευμάτων — [40, 776, 195, 790]
stock-price: 118.— — [217, 832, 252, 846]
fisherman-trademark-image — [1384, 682, 1534, 852]
